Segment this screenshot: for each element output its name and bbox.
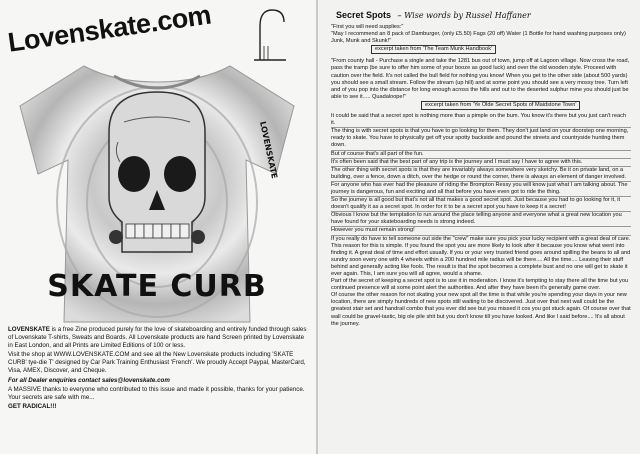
article-byline: – Wise words by Russel Haffaner [397,11,531,20]
shirt-side-text: LOVENSKATE [258,120,279,180]
article-paragraph: It's often been said that the best part of any trip is the journey and I must say I have to agree with this. [331,159,631,167]
article-paragraph: The other thing with secret spots is that they are invariably always somewhere very sketchy. Be it on private land, on a building, over a fence, down a ditch, over the hedge or round the corner, there is always an element of danger involved. [331,167,631,182]
article-paragraph: So the journey is all good but that's not all that makes a good secret spot. Just because you had to go looking for it, it doesn't qualify it as a secret spot. In order for it to be a secret spot you have to keep it a secret! [331,197,631,212]
left-page [0,0,316,454]
tshirt-illustration [14,62,300,324]
shop-paragraph: Visit the shop at WWW.LOVENSKATE.COM and see all the New Lovenskate products including 'SKATE CURB' tye-die T' designed by Car Park Training Enthusiast 'French'. We proudly Accept Paypal, MasterCard, Visa, AMEX, Discover, and Cheque. [8,351,306,375]
hanger-hook-icon [250,6,290,62]
article-paragraph: But of course that's all part of the fun. [331,151,631,159]
article-title: Secret Spots [336,10,392,20]
article-paragraph: The thing is with secret spots is that you have to go looking for them. They don't just land on your doorstep one morning, ready to skate. You have to physically get off your spotty backside and pound the streets and countryside hunting them down. [331,128,631,150]
zine-title: Lovenskate.com [6,0,213,58]
article-paragraph: However you must remain strong! [331,227,631,235]
dealer-contact: For all Dealer enquiries contact sales@lovenskate.com [8,376,170,384]
quote-directions: "From county hall - Purchase a single and take the 1281 bus out of town, jump off at Lagoon village. Now cross the road, pass the tramp (be sure to offer him some of your booze as good luck) and over the old wooden style. Proceed with caution over the field. It's not called the bull field for nothing you know! When you get to the other side (about 500 yards) you should see a small stream. Follow the stream (up hill) and at some point you should see a very mossy tree. Turn left and of you pop into the distance for long enough across the hills and out to the deserted sulphur mine you should just be able to see it..... Quadaloope!" [331,58,630,100]
article-heading [336,10,531,20]
intro-paragraph: is a free Zine produced purely for the love of skateboarding and entirely funded through sales of Lovenskate T-shirts, Sweats and Boards. All Lovenskate products are hand Screen printed by Lovenskate in East London, and all Prints are Limited Editions of 100 or less. [8,326,307,350]
quote-recommend: "May I recommend an 8 pack of Damburger, (only £5.50) Fags (20 off) Water (1 Bottle for hand washing purposes only) Junk, Munk and Skunk!" [331,31,626,45]
article-paragraph: It could be said that a secret spot is nothing more than a pimple on the bum. You know it's there but you just can't reach it. [331,113,631,128]
article-column [331,24,631,328]
sign-off: GET RADICAL!!! [8,402,57,410]
source-box-2: excerpt taken from 'Ye Olde Secret Spots of Maidstone Town' [421,101,580,110]
shirt-main-text: SKATE CURB [47,269,267,304]
thanks-paragraph: A MASSIVE thanks to everyone who contributed to this issue and made it possible, thanks for your patience. Your secrets are safe with me... [8,385,305,401]
article-paragraph: Part of the secret of keeping a secret spot is to use it in moderation. I know it's tempting to stay there all the time but you continued presence will at some point alert the authorities. And after they have been it's generally game over. [331,278,629,292]
brand-name: LOVENSKATE [8,326,50,333]
article-paragraph: Obvious I know but the temptation to run around the place telling anyone and everyone what a great new location you have found for your skateboarding needs is strong indeed. [331,212,631,227]
skull-graphic [109,92,205,252]
article-paragraph: Of course the other reason for not skating your new spot all the time is that while you're spending your days in your new location, there are simply hundreds of new spots still waiting to be discovered. Just over that next wall could be the greatest stair set and handrail combo that you ever did see but you missed it cos you got stuck again. Of course over that wall could be gravel-tastic, big ole pile shit but you don't know till you have looked. And like I said before.... It's all about the journey. [331,292,631,327]
article-paragraph: If you really do have to tell someone out side the "crew" make sure you pick your lucky recipient with a great deal of care. This reason for this is simple. If you found the spot you are more likely to look after it because you know what went into finding it. A great deal of time and effort usually. If you or your very trusted friend goes around spilling the beans to all and sundry soon every one with 4 wheels within a 200 hundred mile radius will be there.... All the time.... Leaving their stuff behind and generally acting like fools. The result is that the spot becomes a complete bust and no one will get to skate it ever again. This, I am sure you will all agree, would a shame. [331,235,631,277]
left-body-text [8,326,308,412]
quote-supplies: "First you will need supplies:" [331,24,404,30]
source-box-1: excerpt taken from 'The Team Munk Handbook' [371,45,496,54]
article-paragraph: For anyone who has ever had the pleasure of riding the Brompton Ressy you will know just what I am talking about. The journey is dangerous, fun and exciting and all that before you have even got to ride the thing. [331,182,631,197]
